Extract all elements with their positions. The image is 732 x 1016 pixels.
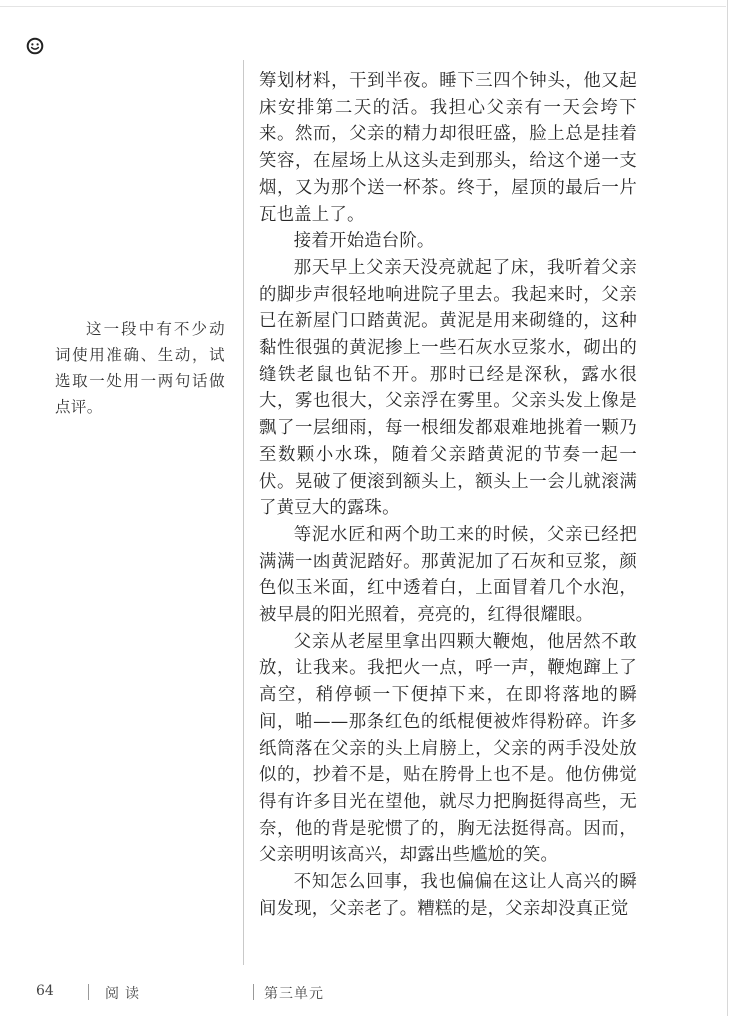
- book-title: 阅读: [105, 986, 145, 1002]
- top-border-line: [0, 6, 726, 7]
- smiley-face-icon: [26, 37, 44, 55]
- unit-title: 第三单元: [264, 986, 324, 1002]
- margin-annotation: 这一段中有不少动词使用准确、生动，试选取一处用一两句话做点评。: [55, 320, 225, 416]
- paragraph: 父亲从老屋里拿出四颗大鞭炮，他居然不敢放，让我来。我把火一点，呼一声，鞭炮蹿上了高空，稍停顿一下便掉下来，在即将落地的瞬间，啪——那条红色的纸棍便被炸得粉碎。许多纸筒落在父亲的头上肩膀上，父亲的两手没处放似的，抄着不是，贴在胯骨上也不是。他仿佛觉得有许多目光在望他，就尽力把胸挺得高些，无奈，他的背是驼惯了的，胸无法挺得高。因而，父亲明明该高兴，却露出些尴尬的笑。: [259, 631, 637, 866]
- page-edge-line: [727, 0, 728, 1016]
- column-divider: [243, 60, 244, 965]
- paragraph: 筹划材料，干到半夜。睡下三四个钟头，他又起床安排第二天的活。我担心父亲有一天会垮下来。然而，父亲的精力却很旺盛，脸上总是挂着笑容，在屋场上从这头走到那头，给这个递一支烟，又为那个送一杯茶。终于，屋顶的最后一片瓦也盖上了。: [259, 71, 637, 225]
- footer-separator: [253, 984, 254, 1000]
- paragraph: 不知怎么回事，我也偏偏在这让人高兴的瞬间发现，父亲老了。糟糕的是，父亲却没真正觉: [259, 872, 637, 919]
- paragraph: 等泥水匠和两个助工来的时候，父亲已经把满满一凼黄泥踏好。那黄泥加了石灰和豆浆，颜色似玉米面，红中透着白，上面冒着几个水泡，被早晨的阳光照着，亮亮的，红得很耀眼。: [259, 524, 637, 626]
- footer-separator: [88, 984, 89, 1000]
- paragraph: 那天早上父亲天没亮就起了床，我听着父亲的脚步声很轻地响进院子里去。我起来时，父亲已在新屋门口踏黄泥。黄泥是用来砌缝的，这种黏性很强的黄泥掺上一些石灰水豆浆水，砌出的缝铁老鼠也钻不开。那时已经是深秋，露水很大，雾也很大，父亲浮在雾里。父亲头发上像是飘了一层细雨，每一根细发都艰难地挑着一颗乃至数颗小水珠，随着父亲踏黄泥的节奏一起一伏。晃破了便滚到额头上，额头上一会儿就滚满了黄豆大的露珠。: [259, 257, 637, 519]
- main-text-body: [259, 68, 637, 923]
- paragraph: 接着开始造台阶。: [293, 231, 435, 252]
- page-number: 64: [36, 983, 54, 999]
